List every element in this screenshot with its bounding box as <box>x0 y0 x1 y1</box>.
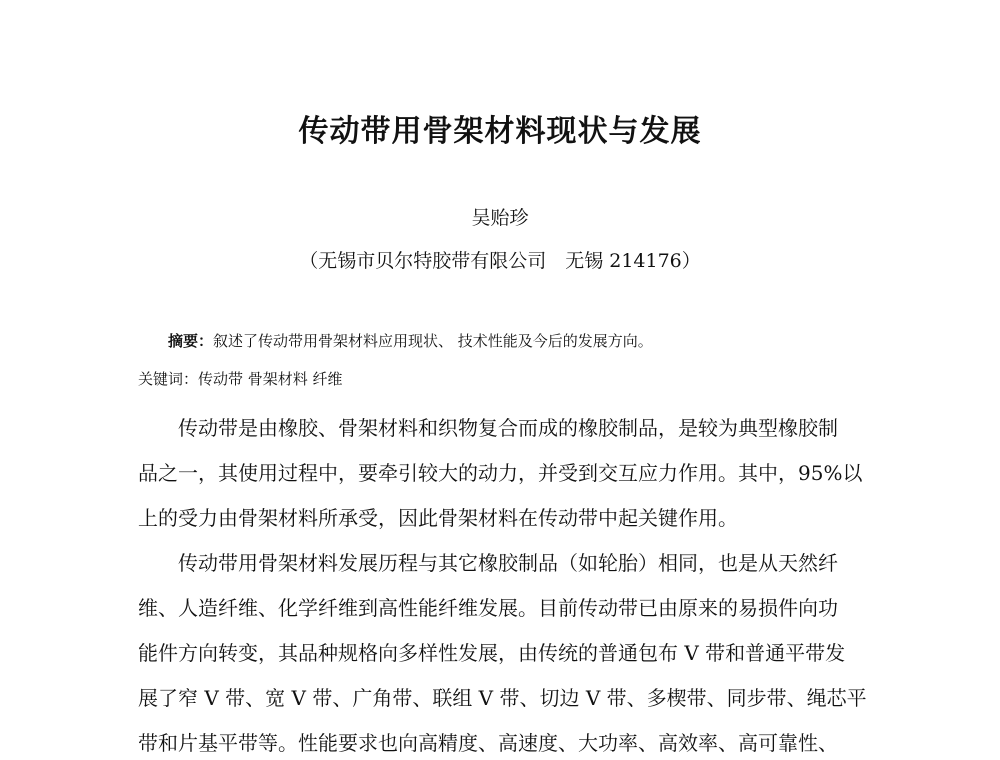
keywords-label: 关键词： <box>138 370 199 388</box>
paragraph-line: 传动带是由橡胶、骨架材料和织物复合而成的橡胶制品，是较为典型橡胶制 <box>178 416 838 440</box>
paragraph-line: 带和片基平带等。性能要求也向高精度、高速度、大功率、高效率、高可靠性、 <box>138 731 838 755</box>
author-name: 吴贻珍 <box>471 207 529 229</box>
abstract <box>168 330 653 351</box>
keywords <box>138 368 343 389</box>
paragraph-line: 能件方向转变，其品种规格向多样性发展，由传统的普通包布 V 带和普通平带发 <box>138 641 846 665</box>
paragraph-line: 传动带用骨架材料发展历程与其它橡胶制品（如轮胎）相同，也是从天然纤 <box>178 551 838 575</box>
keywords-text: 传动带 骨架材料 纤维 <box>198 370 343 388</box>
author-affiliation: （无锡市贝尔特胶带有限公司 无锡 214176） <box>299 250 701 272</box>
paragraph-line: 上的受力由骨架材料所承受，因此骨架材料在传动带中起关键作用。 <box>138 506 738 530</box>
abstract-text: 叙述了传动带用骨架材料应用现状、 技术性能及今后的发展方向。 <box>213 332 653 350</box>
paragraph-line: 维、人造纤维、化学纤维到高性能纤维发展。目前传动带已由原来的易损件向功 <box>138 596 838 620</box>
paragraph-line: 展了窄 V 带、宽 V 带、广角带、联组 V 带、切边 V 带、多楔带、同步带、绳芯平 <box>138 686 867 710</box>
paper-title: 传动带用骨架材料现状与发展 <box>298 114 702 149</box>
paragraph-line: 品之一，其使用过程中，要牵引较大的动力，并受到交互应力作用。其中，95%以 <box>138 461 863 485</box>
abstract-label: 摘要： <box>168 332 214 350</box>
